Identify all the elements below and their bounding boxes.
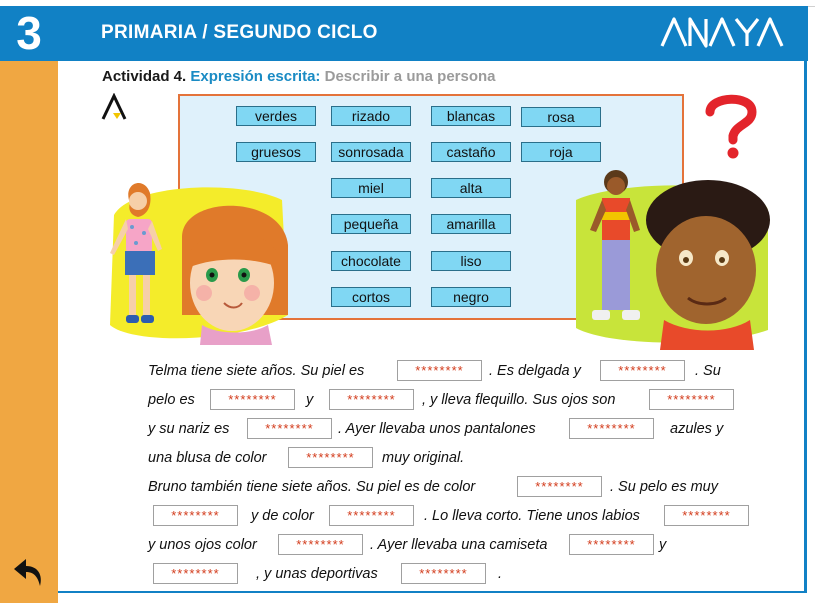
story-text-segment: pelo es bbox=[148, 392, 195, 408]
story-text-segment: , y unas deportivas bbox=[256, 566, 378, 582]
page-title: PRIMARIA / SEGUNDO CICLO bbox=[101, 22, 378, 43]
story-text-segment: . Es delgada y bbox=[489, 363, 581, 379]
activity-number: Actividad 4. bbox=[102, 68, 187, 85]
bottom-border bbox=[58, 591, 807, 593]
word-tile[interactable]: amarilla bbox=[431, 214, 511, 234]
activity-heading bbox=[102, 68, 496, 85]
answer-blank[interactable]: ******** bbox=[569, 534, 654, 555]
story-text-segment: , y lleva flequillo. Sus ojos son bbox=[422, 392, 616, 408]
word-tile[interactable]: rizado bbox=[331, 106, 411, 126]
story-text-segment: y su nariz es bbox=[148, 421, 230, 437]
answer-blank[interactable]: ******** bbox=[329, 389, 414, 410]
word-tile[interactable]: gruesos bbox=[236, 142, 316, 162]
answer-blank[interactable]: ******** bbox=[401, 563, 486, 584]
answer-blank[interactable]: ******** bbox=[397, 360, 482, 381]
answer-blank[interactable]: ******** bbox=[649, 389, 734, 410]
word-tile[interactable]: castaño bbox=[431, 142, 511, 162]
activity-task: Describir a una persona bbox=[324, 68, 496, 85]
answer-blank[interactable]: ******** bbox=[288, 447, 373, 468]
story-text-segment: . Ayer llevaba unos pantalones bbox=[338, 421, 536, 437]
answer-blank[interactable]: ******** bbox=[664, 505, 749, 526]
word-tile[interactable]: roja bbox=[521, 142, 601, 162]
anaya-logo-icon bbox=[100, 93, 134, 123]
word-tile[interactable]: verdes bbox=[236, 106, 316, 126]
answer-blank[interactable]: ******** bbox=[247, 418, 332, 439]
word-tile[interactable]: cortos bbox=[331, 287, 411, 307]
sidebar bbox=[0, 61, 58, 603]
word-tile[interactable]: miel bbox=[331, 178, 411, 198]
story-text-segment: y bbox=[306, 392, 314, 408]
brand-logo bbox=[660, 14, 784, 59]
answer-blank[interactable]: ******** bbox=[153, 563, 238, 584]
word-tile[interactable]: sonrosada bbox=[331, 142, 411, 162]
word-tile[interactable]: rosa bbox=[521, 107, 601, 127]
story-text-segment: . bbox=[498, 566, 503, 582]
story-text-segment: muy original. bbox=[382, 450, 465, 466]
answer-blank[interactable]: ******** bbox=[210, 389, 295, 410]
story-text-segment: . Su pelo es muy bbox=[610, 479, 718, 495]
story-text-segment: y bbox=[659, 537, 667, 553]
girl-illustration bbox=[92, 175, 292, 350]
story-text-segment: . Lo lleva corto. Tiene unos labios bbox=[424, 508, 640, 524]
answer-blank[interactable]: ******** bbox=[153, 505, 238, 526]
story-text-segment: Telma tiene siete años. Su piel es bbox=[148, 363, 365, 379]
story-text-segment: una blusa de color bbox=[148, 450, 267, 466]
word-tile[interactable]: negro bbox=[431, 287, 511, 307]
answer-blank[interactable]: ******** bbox=[278, 534, 363, 555]
story-text-segment: azules y bbox=[670, 421, 724, 437]
story-text-segment: . Su bbox=[695, 363, 721, 379]
word-tile[interactable]: blancas bbox=[431, 106, 511, 126]
answer-blank[interactable]: ******** bbox=[329, 505, 414, 526]
answer-blank[interactable]: ******** bbox=[569, 418, 654, 439]
word-tile[interactable]: alta bbox=[431, 178, 511, 198]
story-text-segment: Bruno también tiene siete años. Su piel es de color bbox=[148, 479, 476, 495]
story-text-segment: y unos ojos color bbox=[148, 537, 257, 553]
activity-section: Expresión escrita: bbox=[190, 68, 321, 85]
story-text-segment: y de color bbox=[251, 508, 314, 524]
boy-illustration bbox=[568, 160, 773, 355]
grade-number: 3 bbox=[0, 6, 58, 61]
right-border bbox=[804, 61, 807, 593]
answer-blank[interactable]: ******** bbox=[600, 360, 685, 381]
word-tile[interactable]: chocolate bbox=[331, 251, 411, 271]
story-text-segment: . Ayer llevaba una camiseta bbox=[370, 537, 548, 553]
question-mark-icon bbox=[700, 90, 762, 160]
word-tile[interactable]: pequeña bbox=[331, 214, 411, 234]
back-arrow-icon[interactable] bbox=[10, 553, 50, 589]
answer-blank[interactable]: ******** bbox=[517, 476, 602, 497]
word-tile[interactable]: liso bbox=[431, 251, 511, 271]
